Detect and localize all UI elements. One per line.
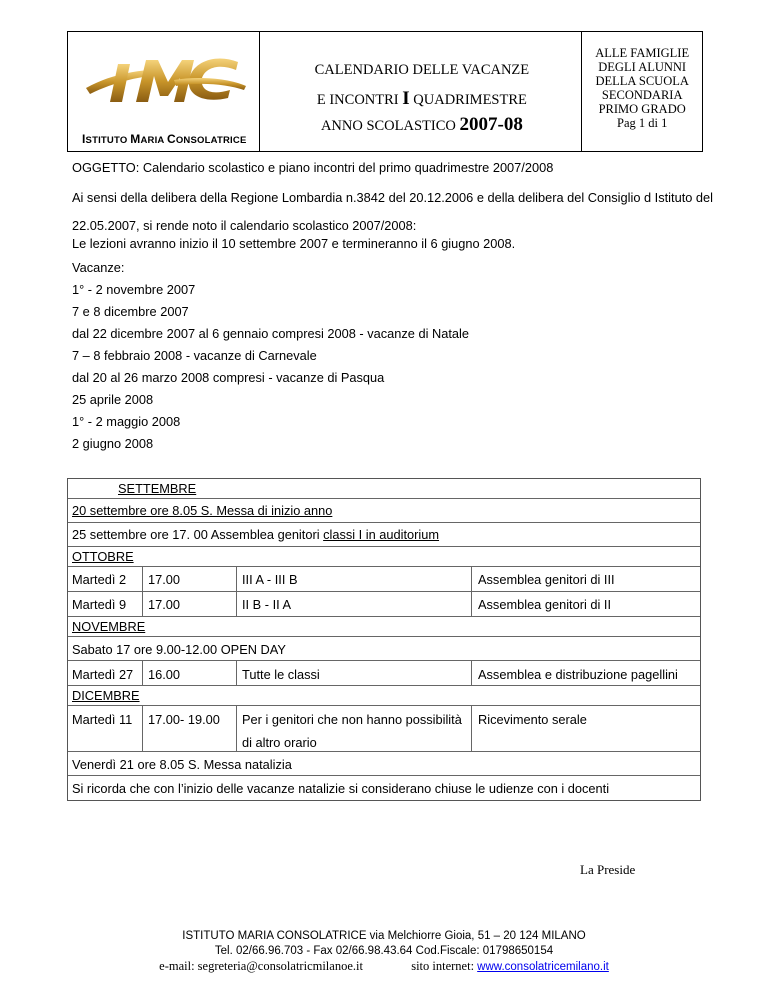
title-line-2: E INCONTRI I QUADRIMESTRE <box>316 88 527 109</box>
holiday-item: 1° - 2 novembre 2007 <box>72 282 196 297</box>
title-cell <box>260 32 582 151</box>
ottobre-event: Assemblea genitori di III <box>478 572 615 587</box>
novembre-openday: Sabato 17 ore 9.00-12.00 OPEN DAY <box>72 642 286 657</box>
recipient-line: DELLA SCUOLA <box>595 74 689 88</box>
vacanze-label: Vacanze: <box>72 260 125 275</box>
recipient-line: ALLE FAMIGLIE <box>595 46 690 60</box>
dicembre-event: Ricevimento serale <box>478 712 587 727</box>
holiday-item: dal 20 al 26 marzo 2008 compresi - vacanze di Pasqua <box>72 370 385 385</box>
ottobre-day: Martedì 2 <box>72 572 127 587</box>
holiday-item: 25 aprile 2008 <box>72 392 154 407</box>
novembre-classes: Tutte le classi <box>242 667 320 682</box>
page-number: Pag 1 di 1 <box>617 116 668 130</box>
ottobre-classes: II B - II A <box>242 597 292 612</box>
month-dicembre: DICEMBRE <box>72 688 140 703</box>
dicembre-day: Martedì 11 <box>72 712 133 727</box>
recipient-line: SECONDARIA <box>601 88 683 102</box>
settembre-event-1: 20 settembre ore 8.05 S. Messa di inizio anno <box>72 503 333 518</box>
website-link[interactable]: www.consolatricemilano.it <box>477 961 609 973</box>
logo-cell <box>68 32 260 151</box>
para-line-2: 22.05.2007, si rende noto il calendario scolastico 2007/2008: <box>72 218 417 233</box>
holiday-item: 2 giugno 2008 <box>72 436 154 451</box>
lessons-line: Le lezioni avranno inizio il 10 settembre 2007 e termineranno il 6 giugno 2008. <box>72 236 516 251</box>
ottobre-classes: III A - III B <box>242 572 298 587</box>
footer-address: ISTITUTO MARIA CONSOLATRICE via Melchiorre Gioia, 51 – 20 124 MILANO <box>182 930 586 942</box>
header-table <box>67 31 703 152</box>
recipients-cell <box>582 32 702 151</box>
settembre-event-2: 25 settembre ore 17. 00 Assemblea genitori classi I in auditorium <box>72 527 440 542</box>
novembre-time: 16.00 <box>148 667 181 682</box>
para-line-1: Ai sensi della delibera della Regione Lombardia n.3842 del 20.12.2006 e della delibera del Consiglio d Istituto del <box>72 190 713 205</box>
ottobre-time: 17.00 <box>148 597 181 612</box>
dicembre-classes-cont: di altro orario <box>242 735 317 750</box>
footer-web: e-mail: segreteria@consolatricmilanoe.it sito internet: www.consolatricemilano.it <box>159 959 609 973</box>
ottobre-event: Assemblea genitori di II <box>478 597 612 612</box>
dicembre-classes: Per i genitori che non hanno possibilità <box>242 712 462 727</box>
month-settembre: SETTEMBRE <box>118 481 197 496</box>
closing-note: Si ricorda che con l’inizio delle vacanze natalizie si considerano chiuse le udienze con i docenti <box>72 781 610 796</box>
ottobre-time: 17.00 <box>148 572 181 587</box>
title-line-1: CALENDARIO DELLE VACANZE <box>314 62 530 78</box>
recipient-line: DEGLI ALUNNI <box>598 60 687 74</box>
dicembre-messa: Venerdì 21 ore 8.05 S. Messa natalizia <box>72 757 292 772</box>
month-ottobre: OTTOBRE <box>72 549 134 564</box>
holiday-item: 7 e 8 dicembre 2007 <box>72 304 189 319</box>
footer-email: e-mail: segreteria@consolatricmilanoe.it <box>159 959 363 973</box>
signature: La Preside <box>580 862 636 877</box>
holiday-item: dal 22 dicembre 2007 al 6 gennaio compresi 2008 - vacanze di Natale <box>72 326 469 341</box>
novembre-day: Martedì 27 <box>72 667 134 682</box>
holiday-item: 1° - 2 maggio 2008 <box>72 414 181 429</box>
calendar-table <box>67 478 701 801</box>
ottobre-day: Martedì 9 <box>72 597 127 612</box>
novembre-event: Assemblea e distribuzione pagellini <box>478 667 678 682</box>
imc-logo <box>78 46 250 116</box>
footer-contacts: Tel. 02/66.96.703 - Fax 02/66.98.43.64 Cod.Fiscale: 01798650154 <box>214 945 554 957</box>
dicembre-time: 17.00- 19.00 <box>148 712 220 727</box>
subject-line: OGGETTO: Calendario scolastico e piano incontri del primo quadrimestre 2007/2008 <box>72 160 554 175</box>
institute-name: ISTITUTO MARIA CONSOLATRICE <box>82 132 247 146</box>
holiday-item: 7 – 8 febbraio 2008 - vacanze di Carnevale <box>72 348 317 363</box>
month-novembre: NOVEMBRE <box>72 619 146 634</box>
title-line-3: ANNO SCOLASTICO 2007-08 <box>320 114 523 135</box>
recipient-line: PRIMO GRADO <box>598 102 686 116</box>
